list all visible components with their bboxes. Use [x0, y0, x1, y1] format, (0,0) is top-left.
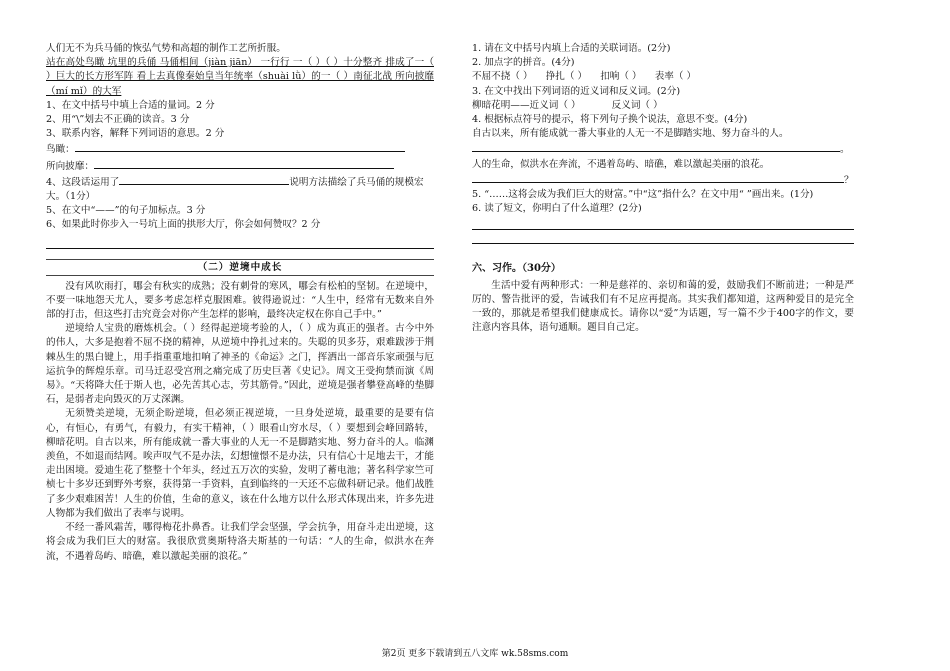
question-4	[46, 174, 434, 204]
answer-blank[interactable]	[472, 172, 844, 183]
question-1: 1、在文中括号中填上合适的量词。2 分	[46, 99, 215, 111]
q4-sentence-2: 人的生命，似洪水在奔流，不遇着岛屿、暗礁，难以激起美丽的浪花。	[472, 158, 770, 170]
page-footer: 第2页 更多下载请到五八文库 wk.58sms.com	[381, 649, 569, 659]
section-title: （二）逆境中成长	[46, 259, 434, 276]
answer-line[interactable]	[472, 216, 854, 230]
answer-line[interactable]	[46, 235, 434, 249]
question-2: 2、用“\”划去不正确的读音。3 分	[46, 114, 190, 126]
passage-paragraph-3: 无须赞美逆境，无须企盼逆境，但必须正视逆境，一旦身处逆境，最重要的是要有信心，有恒心，有勇气，有毅力，有实干精神，（ ）眼看山穷水尽，（ ）要想到会峰回路转，柳暗花明。自古以来，所有能成就一番大事业的人无一不是脚踏实地、努力奋斗的人。临渊羡鱼，不如退而结网。唉声叹气不是办法，幻想憧憬不是办法，只有信心十足地去干，才能走出困境。爱迪生花了整整十个年头，经过五万次的实验，发明了蓄电池；著名科学家竺可桢七十多岁还到野外考察，获得第一手资料，直到临终的一天还不忘做科研记录。他们战胜了多少艰难困苦！人生的价值，生命的意义，该在什么地方以什么形式体现出来，许多先进人物都为我们做出了表率与说明。	[46, 408, 434, 519]
define-suo-xiang-pi-mi-label: 所向披靡：	[46, 160, 94, 172]
answer-blank[interactable]	[94, 158, 394, 169]
question-4-prefix: 4、这段话运用了	[46, 176, 120, 188]
antonym-item: 反义词（ ）	[611, 99, 663, 111]
pinyin-items	[472, 70, 854, 84]
pinyin-item-1: 不屈不挠（ ）	[472, 71, 533, 83]
passage-paragraph-2: 逆境给人宝贵的磨炼机会。（ ）经得起逆境考验的人，（ ）成为真正的强者。古今中外的伟人，大多是抱着不屈不挠的精神，从逆境中挣扎过来的。失聪的贝多芬，艰难跋涉于荆棘丛生的黑白键上，用手指重重地扣响了神圣的《命运》之门，挥洒出一部音乐家顽强与厄运抗争的辉煌乐章。司马迁忍受宫刑之痛完成了历史巨著《史记》。周文王受拘禁而演《周易》。“天将降大任于斯人也，必先苦其心志，劳其筋骨。”因此，逆境是强者攀登高峰的垫脚石，是弱者走向毁灭的万丈深渊。	[46, 323, 434, 406]
q4-end-period: 。	[840, 144, 850, 156]
synonym-items	[472, 99, 854, 113]
synonym-item: 柳暗花明——近义词（ ）	[472, 99, 581, 111]
right-column	[472, 42, 854, 335]
question-4-suffix: 说明方法描绘了兵马俑的规模宏大。（1分）	[46, 176, 424, 203]
q4-answer-1	[472, 141, 854, 157]
define-niao-kan	[46, 141, 434, 157]
left-column	[46, 42, 434, 564]
intro-line-1: 人们无不为兵马俑的恢弘气势和高超的制作工艺所折服。	[46, 43, 286, 54]
define-niao-kan-label: 鸟瞰：	[46, 144, 75, 156]
q4-sentence-1: 自古以来，所有能成就一番大事业的人无一不是脚踏实地、努力奋斗的人。	[472, 128, 789, 140]
passage-paragraph-1: 没有风吹雨打，哪会有秋实的成熟；没有刺骨的寒风，哪会有松柏的坚韧。在逆境中，不要一味地怨天尤人，要多考虑怎样克服困难。彼得逊说过：“人生中，经常有无数来自外部的打击，但这些打击究竟会对你产生怎样的影响，最终决定权在你自己手中。”	[46, 280, 434, 321]
answer-line[interactable]	[472, 230, 854, 244]
q4-answer-2	[472, 172, 854, 188]
r-question-2: 2. 加点字的拼音。(4分)	[472, 57, 575, 69]
r-question-1: 1. 请在文中括号内填上合适的关联词语。(2分)	[472, 43, 671, 54]
r-question-3: 3. 在文中找出下列词语的近义词和反义词。(2分)	[472, 85, 681, 97]
q4-end-question: ？	[844, 174, 854, 186]
intro-passage-underlined: 站在高处鸟瞰 坑里的兵俑 马俑相间（jiàn jiān） 一行行 一（ ）（ ）十分整齐 排成了一（ ）巨大的长方形军阵 看上去真像秦始皇当年统率（shuài lǜ）的一（ ）南征北战 所向披靡（mí mǐ）的大军	[46, 57, 434, 97]
pinyin-item-3: 扣响（ ）	[600, 71, 642, 83]
answer-blank[interactable]	[75, 141, 405, 152]
r-question-4: 4. 根据标点符号的提示，将下列句子换个说法，意思不变。(4分)	[472, 114, 748, 126]
question-6: 6、如果此时你步入一号坑上面的拱形大厅，你会如何赞叹？2 分	[46, 219, 321, 231]
passage-paragraph-4: 不经一番风霜苦，哪得梅花扑鼻香。让我们学会坚强，学会抗争，用奋斗走出逆境，这将会成为我们巨大的财富。我很欣赏奥斯特洛夫斯基的一句话：“人的生命，似洪水在奔流，不遇着岛屿、暗礁，难以激起美丽的浪花。”	[46, 522, 434, 562]
define-suo-xiang-pi-mi	[46, 158, 434, 174]
question-3: 3、联系内容，解释下列词语的意思。2 分	[46, 128, 225, 140]
question-5: 5、在文中“——”的句子加标点。3 分	[46, 205, 206, 217]
answer-blank[interactable]	[472, 141, 840, 152]
r-question-6: 6. 读了短文，你明白了什么道理？(2分)	[472, 203, 642, 215]
pinyin-item-4: 表率（ ）	[654, 71, 697, 83]
pinyin-item-2: 挣扎（ ）	[545, 71, 588, 83]
r-question-5: 5. “……这将会成为我们巨大的财富。”中“这”指什么？在文中用“ ”画出来。(1分)	[472, 189, 814, 201]
section-6-title: 六、习作。（30分）	[472, 263, 561, 275]
essay-prompt: 生活中爱有两种形式：一种是慈祥的、亲切和蔼的爱，鼓励我们不断前进；一种是严厉的、警告批评的爱，告诫我们有不足应再提高。其实我们都知道，这两种爱目的是完全一致的，那就是希望我们健康成长。请你以“爱”为话题，写一篇不少于400字的作文，要注意内容具体，语句通顺。题目自己定。	[472, 279, 854, 334]
answer-blank[interactable]	[119, 174, 289, 185]
